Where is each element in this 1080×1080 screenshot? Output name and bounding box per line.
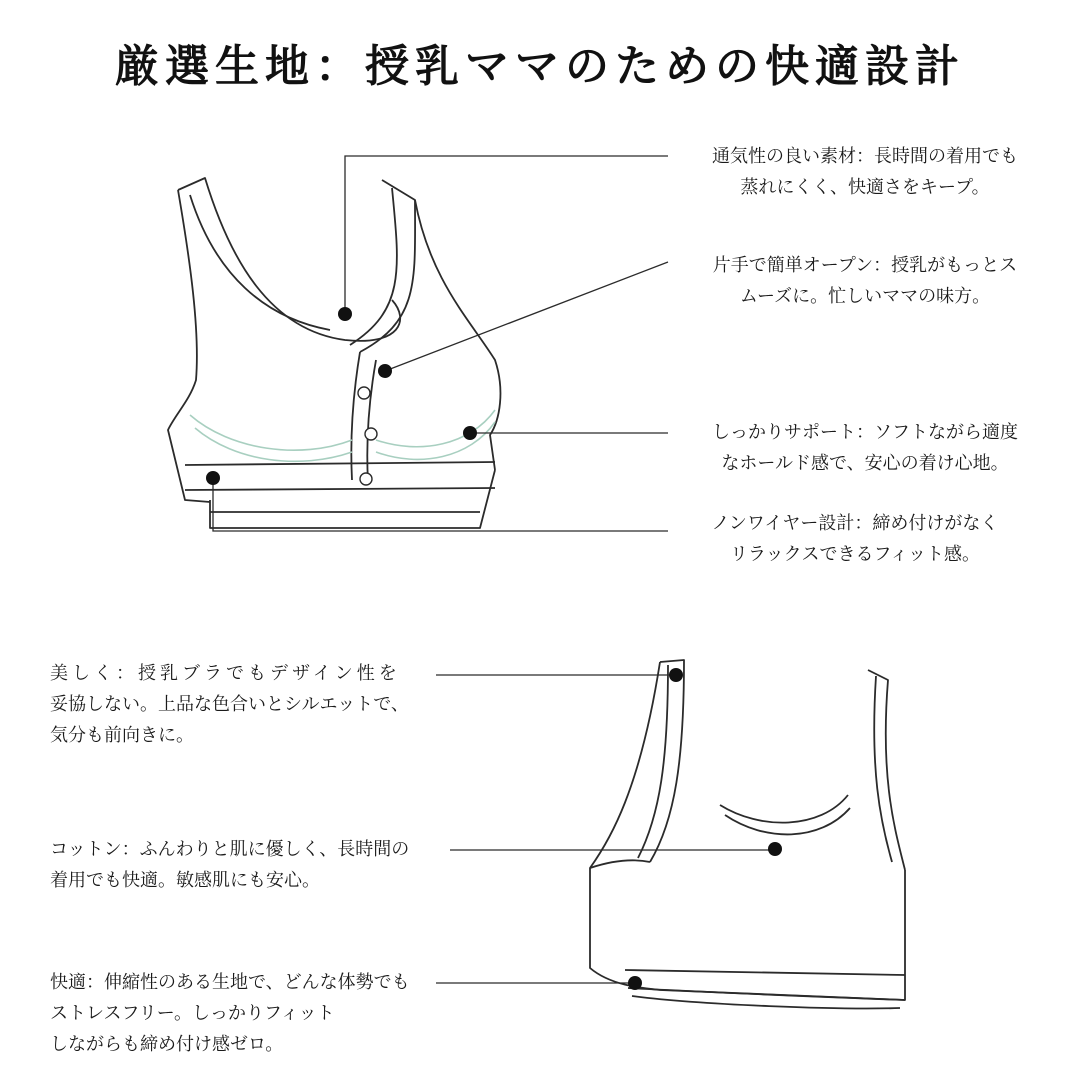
cotton-bra-illustration <box>590 660 905 1008</box>
feature-one-hand-open-line2: ムーズに。忙しいママの味方。 <box>739 286 991 307</box>
feature-support-line2: なホールド感で、安心の着け心地。 <box>721 453 1009 474</box>
bottom-leader-lines <box>436 675 775 983</box>
feature-breathable-line1: 通気性の良い素材：長時間の着用でも <box>712 146 1018 167</box>
cup-seam-accent <box>190 410 495 461</box>
feature-comfort-line2: ストレスフリー。しっかりフィット <box>50 1003 335 1024</box>
feature-one-hand-open <box>680 250 1050 312</box>
feature-comfort <box>50 967 450 1060</box>
feature-breathable-line2: 蒸れにくく、快適さをキープ。 <box>740 177 990 198</box>
feature-non-wire-line1: ノンワイヤー設計：締め付けがなく <box>711 513 999 534</box>
feature-beautiful <box>50 658 450 751</box>
feature-cotton <box>50 834 450 896</box>
bottom-callout-dots <box>628 668 782 990</box>
feature-beautiful-line1: 美しく：授乳ブラでもデザイン性を <box>50 663 401 684</box>
feature-support-line1: しっかりサポート：ソフトながら適度 <box>712 422 1018 443</box>
feature-breathable <box>680 141 1050 203</box>
feature-cotton-line2: 着用でも快適。敏感肌にも安心。 <box>50 870 320 891</box>
feature-support <box>680 417 1050 479</box>
feature-comfort-line3: しながらも締め付け感ゼロ。 <box>50 1034 284 1055</box>
feature-beautiful-line2: 妥協しない。上品な色合いとシルエットで、 <box>50 694 409 715</box>
feature-cotton-line1: コットン：ふんわりと肌に優しく、長時間の <box>50 839 410 860</box>
feature-beautiful-line3: 気分も前向きに。 <box>50 725 194 746</box>
page-title: 厳選生地：授乳ママのための快適設計 <box>115 41 965 92</box>
feature-non-wire-line2: リラックスできるフィット感。 <box>729 544 981 565</box>
top-leader-lines <box>213 156 668 531</box>
feature-comfort-line1: 快適：伸縮性のある生地で、どんな体勢でも <box>50 972 410 993</box>
feature-one-hand-open-line1: 片手で簡単オープン：授乳がもっとス <box>712 255 1018 276</box>
feature-non-wire <box>670 508 1040 570</box>
